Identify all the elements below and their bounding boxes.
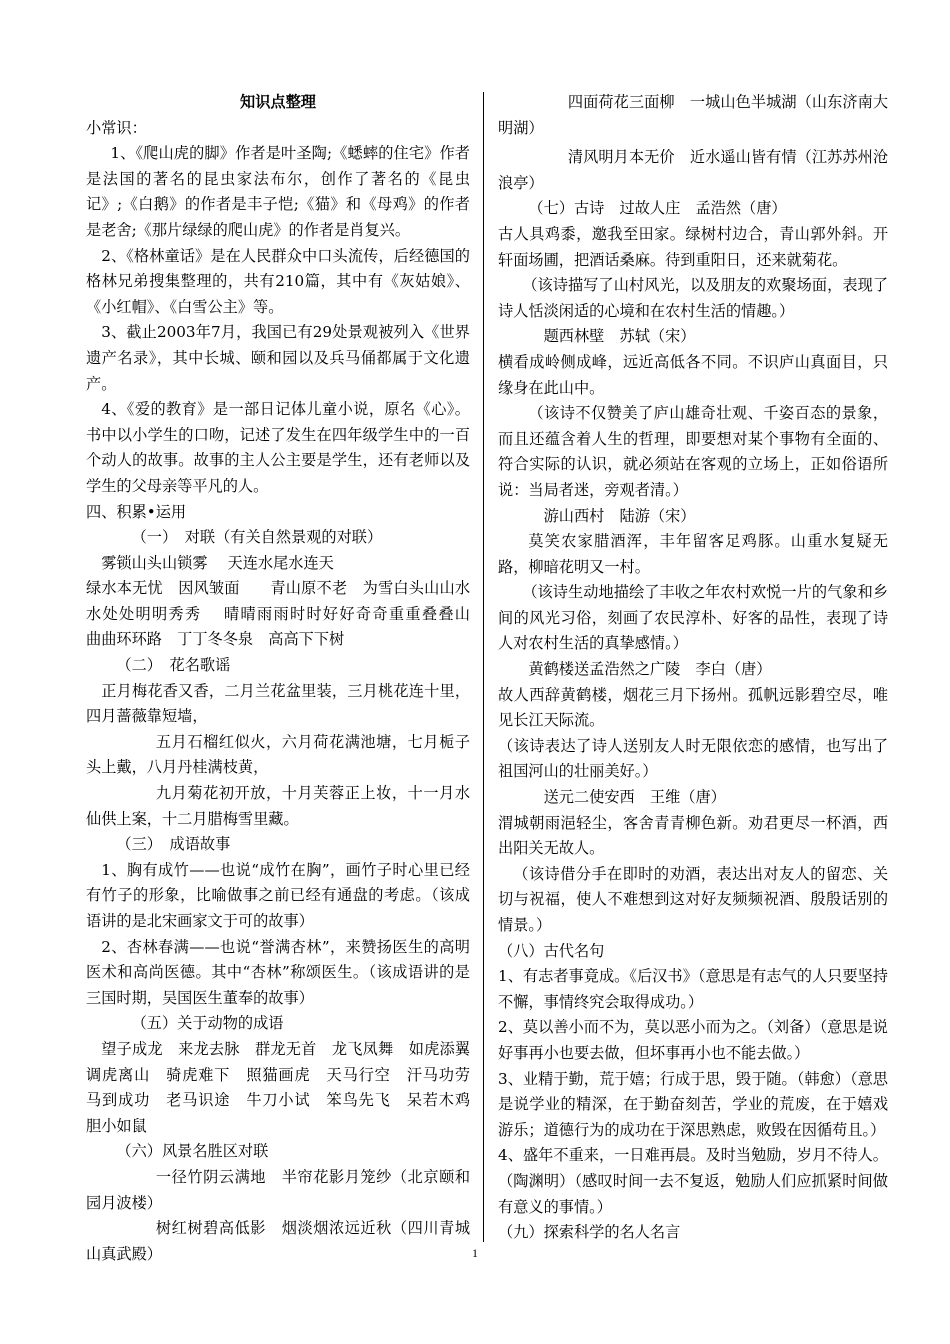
left-column-paragraph: 4、《爱的教育》是一部日记体儿童小说，原名《心》。书中以小学生的口吻，记述了发生在四年级学生中的一百个动人的故事。故事的主人公主要是学生，还有老师以及学生的父母亲等平凡的人。 [86, 400, 470, 495]
right-column-paragraph: 莫笑农家腊酒浑，丰年留客足鸡豚。山重水复疑无路，柳暗花明又一村。 [498, 532, 888, 576]
right-column-paragraph: 渭城朝雨浥轻尘，客舍青青柳色新。劝君更尽一杯酒，西出阳关无故人。 [498, 813, 888, 858]
left-column-paragraph: （六）风景名胜区对联 [116, 1142, 269, 1161]
right-column-paragraph: 2、莫以善小而不为，莫以恶小而为之。（刘备）（意思是说好事再小也要去做，但坏事再小也不能去做。） [498, 1018, 888, 1062]
left-column-paragraph: 1、胸有成竹——也说“成竹在胸”，画竹子时心里已经有竹子的形象，比喻做事之前已经有通盘的考虑。（该成语讲的是北宋画家文于可的故事） [86, 860, 470, 930]
left-column-paragraph: （一） 对联（有关自然景观的对联） [131, 528, 383, 547]
column-divider [483, 92, 484, 1242]
left-column-paragraph: （三） 成语故事 [116, 835, 231, 854]
left-column-paragraph: 1、《爬山虎的脚》作者是叶圣陶;《蟋蟀的住宅》作者是法国的著名的昆虫家法布尔，创作了著名的《昆虫记》;《白鹅》的作者是丰子恺;《猫》和《母鸡》的作者是老舍;《那片绿绿的爬山虎》的作者是肖复兴。 [86, 144, 470, 239]
right-column-paragraph: （该诗生动地描绘了丰收之年农村欢悦一片的气象和乡间的风光习俗，刻画了农民淳朴、好客的品性，表现了诗人对农村生活的真挚感情。） [498, 583, 888, 653]
left-column-paragraph: （二） 花名歌谣 [116, 656, 231, 675]
right-column-paragraph: （七）古诗 过故人庄 孟浩然（唐） [528, 199, 787, 218]
right-column-paragraph: （该诗表达了诗人送别友人时无限依恋的感情，也写出了祖国河山的壮丽美好。） [498, 736, 888, 781]
left-column-paragraph: 树红树碧高低影 烟淡烟浓远近秋（四川青城山真武殿） [86, 1219, 470, 1263]
left-column-paragraph: 2、杏林春满——也说“誉满杏林”，来赞扬医生的高明医术和高尚医德。其中“杏林”称颂医生。（该成语讲的是三国时期，吴国医生董奉的故事） [86, 937, 470, 1007]
right-column-paragraph: 题西林壁 苏轼（宋） [543, 327, 696, 346]
right-column-paragraph: 清风明月本无价 近水遥山皆有情（江苏苏州沧浪亭） [498, 148, 888, 192]
right-column-paragraph: 游山西村 陆游（宋） [543, 506, 696, 525]
left-column-paragraph: 2、《格林童话》是在人民群众中口头流传，后经德国的格林兄弟搜集整理的，共有210篇，其中有《灰姑娘》、《小红帽》、《白雪公主》等。 [86, 246, 470, 316]
right-column-paragraph: 1、有志者事竟成。《后汉书》（意思是有志气的人只要坚持不懈，事情终究会取得成功。） [498, 967, 888, 1011]
right-column-paragraph: 古人具鸡黍，邀我至田家。绿树村边合，青山郭外斜。开轩面场圃，把酒话桑麻。待到重阳日，还来就菊花。 [498, 224, 888, 269]
right-column-paragraph: 送元二使安西 王维（唐） [543, 788, 726, 807]
right-column-paragraph: （该诗不仅赞美了庐山雄奇壮观、千姿百态的景象，而且还蕴含着人生的哲理，即要想对某个事物有全面的、符合实际的认识，就必须站在客观的立场上，正如俗语所说：当局者迷，旁观者清。） [498, 404, 888, 499]
right-column-paragraph: 故人西辞黄鹤楼，烟花三月下扬州。孤帆远影碧空尽，唯见长江天际流。 [498, 685, 888, 730]
page-number: 1 [472, 1246, 478, 1260]
right-column-paragraph: （该诗借分手在即时的劝酒，表达出对友人的留恋、关切与祝福，使人不难想到这对好友频频祝酒、殷殷话别的情景。） [498, 864, 888, 934]
left-column-paragraph: 五月石榴红似火，六月荷花满池塘，七月栀子头上戴，八月丹桂满枝黄， [86, 732, 470, 777]
left-column-paragraph: 知识点整理 [240, 93, 316, 111]
left-column-paragraph: 九月菊花初开放，十月芙蓉正上妆，十一月水仙供上案，十二月腊梅雪里藏。 [86, 784, 470, 828]
right-column [498, 90, 888, 1246]
right-column-paragraph: 黄鹤楼送孟浩然之广陵 李白（唐） [528, 660, 772, 679]
right-column-paragraph: （八）古代名句 [498, 941, 605, 960]
left-column [86, 90, 486, 1267]
left-column-paragraph: 一径竹阴云满地 半帘花影月笼纱（北京颐和园月波楼） [86, 1167, 470, 1212]
right-column-paragraph: （该诗描写了山村风光，以及朋友的欢聚场面，表现了诗人恬淡闲适的心境和在农村生活的情趣。） [498, 276, 888, 320]
left-column-paragraph: 望子成龙 来龙去脉 群龙无首 龙飞凤舞 如虎添翼 调虎离山 骑虎难下 照猫画虎 天马行空 汗马功劳 马到成功 老马识途 牛刀小试 笨鸟先飞 呆若木鸡 胆小如鼠 [86, 1039, 486, 1135]
left-column-paragraph: 雾锁山头山锁雾 天连水尾水连天 [101, 553, 334, 572]
left-column-paragraph: 绿水本无忧 因风皱面 青山原不老 为雪白头山山水水处处明明秀秀 晴晴雨雨时时好好奇奇重重叠叠山 曲曲环环路 丁丁冬冬泉 高高下下树 [86, 579, 486, 649]
right-column-paragraph: 横看成岭侧成峰，远近高低各不同。不识庐山真面目，只缘身在此山中。 [498, 352, 888, 397]
right-column-paragraph: 四面荷花三面柳 一城山色半城湖（山东济南大明湖） [498, 93, 888, 137]
right-column-paragraph: 4、盛年不重来，一日难再晨。及时当勉励，岁月不待人。（陶渊明）（感叹时间一去不复返，勉励人们应抓紧时间做有意义的事情。） [498, 1146, 888, 1216]
right-column-paragraph: 3、业精于勤，荒于嬉；行成于思，毁于随。（韩愈）（意思是说学业的精深，在于勤奋刻苦，学业的荒废，在于嬉戏游乐；道德行为的成功在于深思熟虑，败毁在因循苟且。） [498, 1069, 888, 1139]
right-column-paragraph: （九）探索科学的名人名言 [498, 1223, 681, 1242]
left-column-paragraph: 四、积累•运用 [86, 502, 187, 521]
left-column-paragraph: （五）关于动物的成语 [131, 1014, 284, 1033]
left-column-paragraph: 正月梅花香又香，二月兰花盆里装，三月桃花连十里，四月蔷薇靠短墙， [86, 681, 470, 726]
left-column-paragraph: 3、截止2003年7月，我国已有29处景观被列入《世界遗产名录》，其中长城、颐和园以及兵马俑都属于文化遗产。 [86, 323, 470, 393]
left-column-paragraph: 小常识： [86, 118, 147, 137]
